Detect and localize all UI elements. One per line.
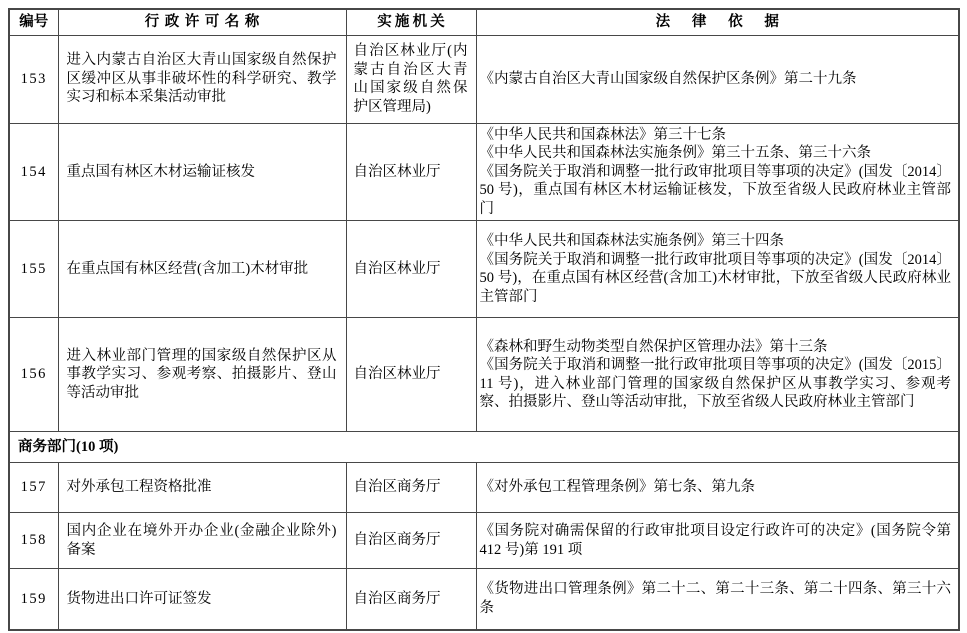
cell-name: 对外承包工程资格批准 [58,463,346,513]
legal-entry: 《中华人民共和国森林法实施条例》第三十四条 [479,233,784,249]
legal-entry: 《中华人民共和国森林法实施条例》第三十五条、第三十六条 [479,145,871,161]
cell-agency: 自治区商务厅 [346,513,476,569]
column-header-name: 行政许可名称 [58,9,346,35]
table-header-row [9,9,959,35]
legal-entry: 《国务院关于取消和调整一批行政审批项目等事项的决定》(国发〔2015〕11 号)，进入林业部门管理的国家级自然保护区从事教学实习、参观考察、拍摄影片、登山等活动审批，下放至省级人民政府林业主管部门 [479,357,951,410]
administrative-license-table [8,8,960,631]
cell-id: 154 [9,123,58,221]
cell-id: 157 [9,463,58,513]
column-header-legal: 法律依据 [476,9,959,35]
legal-entry: 《货物进出口管理条例》第二十二、第二十三条、第二十四条、第三十六条 [479,581,951,616]
table-row [9,318,959,432]
cell-agency: 自治区商务厅 [346,569,476,630]
cell-agency: 自治区商务厅 [346,463,476,513]
cell-legal [476,569,959,630]
cell-name: 重点国有林区木材运输证核发 [58,123,346,221]
legal-entry: 《对外承包工程管理条例》第七条、第九条 [479,479,755,496]
legal-entry: 《国务院关于取消和调整一批行政审批项目等事项的决定》(国发〔2014〕50 号)，在重点国有林区经营(含加工)木材审批，下放至省级人民政府林业主管部门 [479,251,951,305]
cell-agency: 自治区林业厅 [346,221,476,318]
cell-legal [476,35,959,123]
cell-legal [476,123,959,221]
table-row [9,463,959,513]
legal-entry: 《内蒙古自治区大青山国家级自然保护区条例》第二十九条 [479,70,857,87]
cell-id: 159 [9,569,58,630]
cell-agency: 自治区林业厅(内蒙古自治区大青山国家级自然保护区管理局) [346,35,476,123]
cell-id: 156 [9,318,58,432]
table-row [9,513,959,569]
cell-agency: 自治区林业厅 [346,123,476,221]
table-row [9,221,959,318]
section-header-row [9,432,959,463]
column-header-id: 编号 [9,9,58,35]
cell-id: 153 [9,35,58,123]
cell-legal [476,318,959,432]
table-row [9,123,959,221]
cell-name: 在重点国有林区经营(含加工)木材审批 [58,221,346,318]
legal-entry: 《国务院关于取消和调整一批行政审批项目等事项的决定》(国发〔2014〕50 号)，重点国有林区木材运输证核发，下放至省级人民政府林业主管部门 [479,163,951,217]
section-header: 商务部门(10 项) [9,432,959,463]
cell-name: 货物进出口许可证签发 [58,569,346,630]
cell-legal [476,463,959,513]
column-header-agency: 实施机关 [346,9,476,35]
cell-name: 国内企业在境外开办企业(金融企业除外)备案 [58,513,346,569]
table-row [9,569,959,630]
legal-entry: 《森林和野生动物类型自然保护区管理办法》第十三条 [479,338,828,355]
cell-id: 155 [9,221,58,318]
cell-id: 158 [9,513,58,569]
legal-entry: 《国务院对确需保留的行政审批项目设定行政许可的决定》(国务院令第 412 号)第 191 项 [479,523,951,558]
cell-agency: 自治区林业厅 [346,318,476,432]
cell-name: 进入内蒙古自治区大青山国家级自然保护区缓冲区从事非破坏性的科学研究、教学实习和标本采集活动审批 [58,35,346,123]
cell-legal [476,221,959,318]
cell-legal [476,513,959,569]
legal-entry: 《中华人民共和国森林法》第三十七条 [479,126,726,143]
table-row [9,35,959,123]
cell-name: 进入林业部门管理的国家级自然保护区从事教学实习、参观考察、拍摄影片、登山等活动审批 [58,318,346,432]
